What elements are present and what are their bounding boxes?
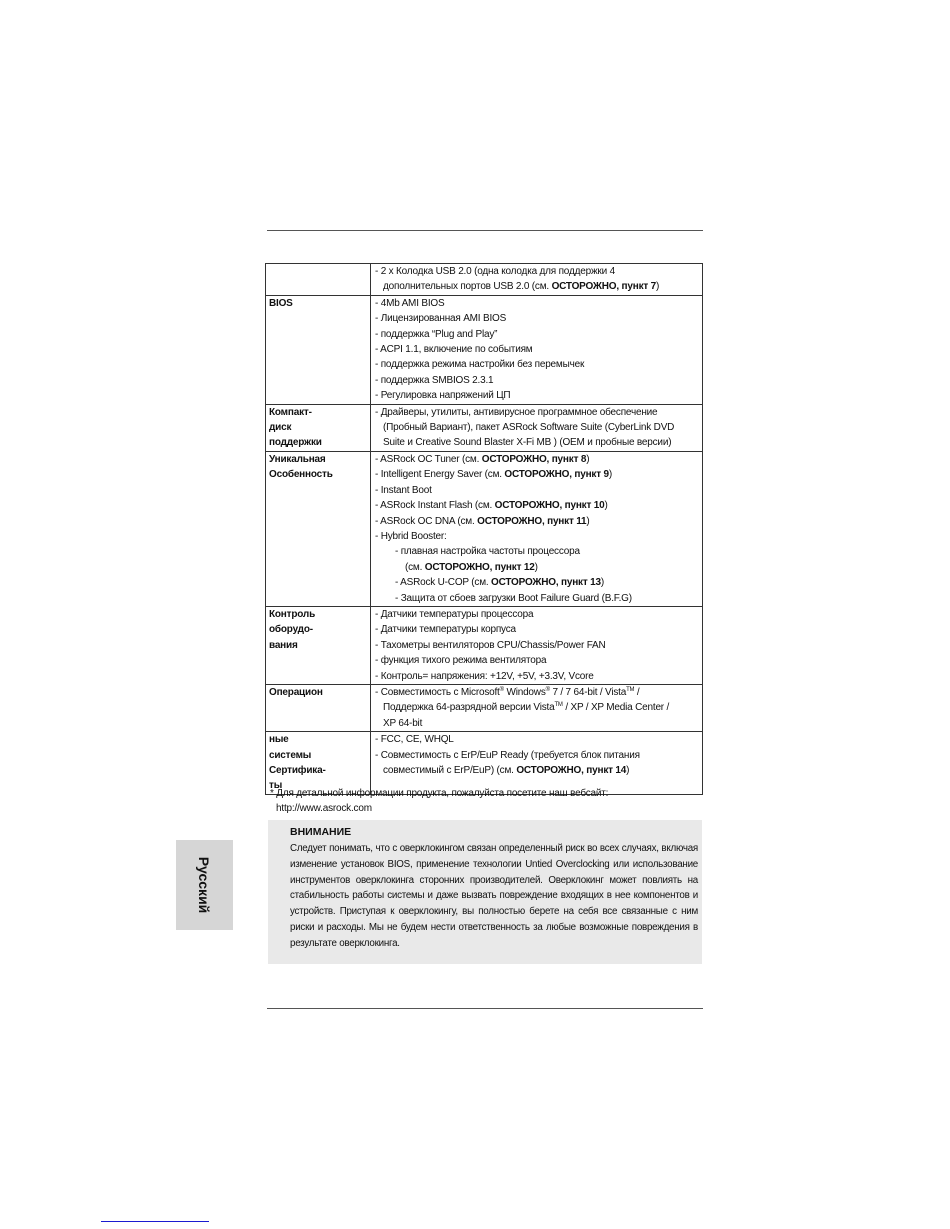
spec-item — [375, 264, 700, 279]
spec-label — [266, 451, 371, 606]
spec-item — [375, 763, 700, 778]
spec-item — [375, 373, 700, 388]
spec-item-suffix: ) — [608, 469, 613, 481]
spec-label-line: поддержки — [269, 437, 322, 449]
caution-reference: ОСТОРОЖНО, пункт 13 — [491, 577, 601, 589]
spec-item — [375, 748, 700, 763]
spec-items — [371, 684, 703, 731]
spec-label-line: системы — [269, 749, 312, 761]
spec-item-text: - 4Mb AMI BIOS — [375, 297, 445, 309]
spec-item-suffix: ) — [534, 561, 538, 573]
spec-item — [375, 405, 700, 420]
spec-label-line: Контроль — [269, 608, 316, 620]
spec-item-text: дополнительных портов USB 2.0 (см. — [383, 281, 552, 293]
spec-item-text: - Совместимость с ErP/EuP Ready (требуется блок питания — [375, 749, 640, 761]
spec-item — [375, 669, 700, 684]
spec-item — [375, 560, 700, 575]
caution-title: ВНИМАНИЕ — [290, 826, 352, 838]
spec-item — [375, 732, 700, 747]
spec-items — [371, 451, 703, 606]
spec-item — [375, 638, 700, 653]
spec-item-text: - функция тихого режима вентилятора — [375, 655, 547, 667]
spec-label — [266, 404, 371, 451]
spec-item-text: - поддержка SMBIOS 2.3.1 — [375, 374, 494, 386]
spec-item — [375, 420, 700, 435]
spec-item-text: - ASRock U-COP (см. — [395, 577, 492, 589]
spec-item-text: - поддержка “Plug and Play” — [375, 328, 498, 340]
spec-item-text: - ASRock Instant Flash (см. — [375, 500, 495, 512]
spec-items — [371, 295, 703, 404]
spec-label-line: оборудо- — [269, 624, 313, 636]
bottom-link-underline — [101, 1221, 209, 1222]
caution-reference: ОСТОРОЖНО, пункт 7 — [551, 281, 657, 293]
spec-items — [371, 606, 703, 684]
spec-item — [375, 529, 700, 544]
footnote-text: * Для детальной информации продукта, пожалуйста посетите наш вебсайт: — [270, 788, 609, 799]
spec-item-text: - Регулировка напряжений ЦП — [375, 390, 511, 402]
spec-item-text: Suite и Creative Sound Blaster X-Fi MB ) (OEM и пробные версии) — [383, 437, 672, 449]
spec-item-suffix: ) — [626, 765, 630, 776]
spec-item — [375, 544, 700, 559]
spec-item-text: - ACPI 1.1, включение по событиям — [375, 344, 533, 356]
spec-label-line: Особенность — [269, 469, 333, 481]
spec-item-suffix: ) — [586, 453, 590, 465]
spec-item-text: (Пробный Вариант), пакет ASRock Software Suite (CyberLink DVD — [383, 422, 675, 434]
spec-item — [375, 483, 700, 498]
caution-box — [268, 820, 702, 964]
spec-row — [266, 606, 703, 684]
spec-label — [266, 295, 371, 404]
spec-label-line: ты — [269, 780, 283, 792]
spec-item-text: XP 64-bit — [383, 717, 423, 729]
spec-item-text: - 2 x Колодка USB 2.0 (одна колодка для поддержки 4 — [375, 266, 615, 277]
footnote — [270, 786, 608, 816]
spec-item-text: совместимый с ErP/EuP) (см. — [383, 765, 517, 776]
spec-item-suffix: ) — [600, 577, 605, 589]
spec-item-text: - плавная настройка частоты процессора — [395, 546, 580, 558]
spec-item — [375, 388, 700, 403]
spec-item-text: - FCC, CE, WHQL — [375, 734, 454, 746]
spec-item-text: - Hybrid Booster: — [375, 530, 447, 542]
spec-item — [375, 279, 700, 294]
spec-item — [375, 435, 700, 450]
caution-reference: ОСТОРОЖНО, пункт 8 — [481, 453, 587, 465]
caution-reference: ОСТОРОЖНО, пункт 12 — [424, 561, 535, 573]
spec-item — [375, 514, 700, 529]
spec-label-line: Операцион — [269, 686, 323, 698]
spec-label-line: диск — [269, 422, 292, 434]
spec-label — [266, 606, 371, 684]
spec-item — [375, 622, 700, 637]
spec-item: - Совместимость с Microsoft® Windows® 7 / 7 64-bit / Vista™ / — [375, 686, 640, 698]
spec-item-text: - поддержка режима настройки без перемычек — [375, 359, 585, 371]
spec-item-text: - Тахометры вентиляторов CPU/Chassis/Power FAN — [375, 639, 606, 651]
spec-row — [266, 732, 703, 795]
caution-reference: ОСТОРОЖНО, пункт 11 — [477, 515, 587, 527]
spec-row — [266, 404, 703, 451]
spec-item-suffix: ) — [656, 281, 660, 293]
spec-item — [375, 653, 700, 668]
caution-reference: ОСТОРОЖНО, пункт 10 — [494, 500, 605, 512]
spec-item — [375, 467, 700, 482]
bottom-rule — [267, 1008, 703, 1009]
spec-row — [266, 684, 703, 731]
spec-label-line: вания — [269, 639, 298, 651]
spec-items — [371, 732, 703, 795]
spec-label-line: ные — [269, 734, 289, 746]
spec-item-suffix: ) — [586, 515, 590, 527]
spec-label — [266, 264, 371, 296]
caution-reference: ОСТОРОЖНО, пункт 14 — [516, 765, 627, 776]
spec-item — [375, 607, 700, 622]
spec-item — [375, 452, 700, 467]
spec-label — [266, 732, 371, 795]
spec-item-text: - Контроль= напряжения: +12V, +5V, +3.3V, Vcore — [375, 670, 594, 682]
spec-label-line: Сертифика- — [269, 765, 326, 776]
spec-item — [375, 357, 700, 372]
spec-item-suffix: ) — [604, 500, 608, 512]
spec-row — [266, 264, 703, 296]
spec-item — [375, 311, 700, 326]
spec-item — [375, 296, 700, 311]
spec-item-text: - Intelligent Energy Saver (см. — [375, 469, 505, 481]
spec-item-text: - ASRock OC Tuner (см. — [375, 453, 482, 465]
specifications-table — [265, 263, 703, 795]
spec-item-text: - Датчики температуры процессора — [375, 608, 534, 620]
spec-label-line: BIOS — [269, 297, 293, 309]
spec-item-text: - Драйверы, утилиты, антивирусное программное обеспечение — [375, 406, 658, 418]
spec-items — [371, 404, 703, 451]
spec-label-line: Уникальная — [269, 453, 326, 465]
spec-item — [375, 575, 700, 590]
spec-item-text: - Защита от сбоев загрузки Boot Failure Guard (B.F.G) — [395, 592, 632, 604]
spec-item-text: - Instant Boot — [375, 484, 432, 496]
language-tab — [176, 840, 233, 930]
website-link[interactable]: http://www.asrock.com — [276, 803, 372, 814]
spec-item — [375, 591, 700, 606]
spec-label — [266, 684, 371, 731]
top-rule — [267, 230, 703, 231]
spec-row — [266, 451, 703, 606]
language-tab-label: Русский — [196, 856, 212, 914]
caution-reference: ОСТОРОЖНО, пункт 9 — [504, 469, 609, 481]
caution-text: Следует понимать, что с оверклокингом связан определенный риск во всех случаях, включая изменение установок BIOS, применение технологии Untied Overclocking или использование инструментов оверклокинга сторонних производителей. Оверклокинг может повлиять на стабильность работы системы и даже вызвать повреждение входящих в нее компонентов и устройств. Приступая к оверклокингу, вы полностью берете на себя все связанные с ним риски и расходы. Мы не будем нести ответственность за любые возможные повреждения в результате оверклокинга. — [290, 843, 698, 949]
spec-item-text: - Датчики температуры корпуса — [375, 624, 516, 636]
spec-item — [375, 498, 700, 513]
spec-items — [371, 264, 703, 296]
spec-item — [375, 342, 700, 357]
spec-label-line: Компакт- — [269, 406, 312, 418]
spec-item — [375, 716, 700, 731]
spec-item: Поддержка 64-разрядной версии Vista™ / XP / XP Media Center / — [383, 702, 670, 714]
spec-row — [266, 295, 703, 404]
spec-item-text: - ASRock OC DNA (см. — [375, 515, 478, 527]
spec-item — [375, 327, 700, 342]
spec-item-text: (см. — [405, 561, 425, 573]
spec-item-text: - Лицензированная AMI BIOS — [375, 313, 507, 325]
